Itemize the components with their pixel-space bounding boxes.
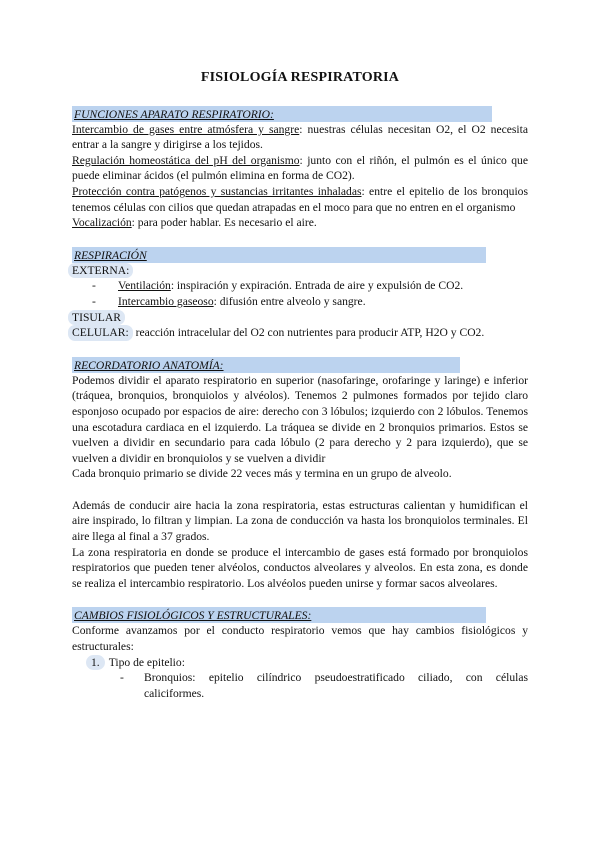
numbered-item [72, 655, 528, 671]
list-item [92, 294, 528, 310]
text: : inspiración y expiración. Entrada de aire y expulsión de CO2. [170, 279, 464, 293]
paragraph-regulacion [72, 153, 528, 184]
paragraph-cambios-intro: Conforme avanzamos por el conducto respiratorio vemos que hay cambios fisiológicos y estructurales: [72, 624, 528, 654]
section-heading-respiracion: RESPIRACIÓN [72, 247, 486, 263]
term: Protección contra patógenos y sustancias irritantes inhaladas [72, 184, 362, 198]
term: Ventilación [118, 279, 171, 293]
paragraph-anatomia-1b: Cada bronquio primario se divide 22 veces más y termina en un grupo de alveolo. [72, 467, 452, 481]
list-item [92, 278, 528, 294]
text: reacción intracelular del O2 con nutrientes para producir ATP, H2O y CO2. [132, 326, 485, 340]
paragraph-anatomia-3: La zona respiratoria en donde se produce el intercambio de gases está formado por bronquiolos respiratorios que pueden tener alvéolos, conductos alveolares y alveolos. En esta zona, es donde se realiza el intercambio respiratorio. Los alvéolos pueden unirse y formar sacos alveolares. [72, 545, 528, 590]
label-tisular [72, 310, 528, 326]
term: Regulación homeostática del pH del organismo [72, 153, 300, 167]
label-externa [72, 263, 528, 279]
paragraph-intercambio [72, 122, 528, 153]
paragraph-anatomia-1: Podemos dividir el aparato respiratorio en superior (nasofaringe, orofaringe y laringe) e inferior (tráquea, bronquios, bronquiolos y alvéolos). Tenemos 2 pulmones formados por tejido claro esponjoso ocupado por espacios de aire: derecho con 3 lóbulos; izquierdo con 2 lóbulos. Tenemos una escotadura cardiaca en el izquierdo. La tráquea se divide en 2 bronquios primarios. Estos se vuelven a dividir en secundario para cada lóbulo (2 para derecho y 2 para izquierdo), que se vuelven a dividir en bronquiolos y se vuelven a dividir [72, 373, 528, 465]
externa-list [72, 278, 528, 309]
externa-tag: EXTERNA: [68, 263, 133, 279]
item-text: Tipo de epitelio: [108, 655, 185, 669]
text: : difusión entre alveolo y sangre. [213, 294, 366, 308]
term: Vocalización [72, 216, 132, 230]
item-number: 1. [86, 655, 105, 671]
page-title: FISIOLOGÍA RESPIRATORIA [200, 70, 400, 85]
section-heading-cambios: CAMBIOS FISIOLÓGICOS Y ESTRUCTURALES: [72, 607, 486, 623]
celular-tag: CELULAR: [68, 325, 133, 341]
text: : junto con el riñón, el pulmón es el único que puede eliminar ácidos (el pulmón elimina en forma de CO2). [72, 153, 528, 183]
paragraph-celular [72, 325, 528, 341]
paragraph-proteccion [72, 184, 528, 215]
term: Intercambio de gases entre atmósfera y sangre [72, 122, 300, 136]
paragraph-vocalizacion [72, 215, 528, 231]
tisular-tag: TISULAR [68, 310, 125, 326]
document-page [72, 70, 528, 701]
text: : para poder hablar. Es necesario el aire. [131, 216, 317, 230]
paragraph-anatomia-2: Además de conducir aire hacia la zona respiratoria, estas estructuras calientan y humidifican el aire inspirado, lo filtran y limpian. La zona de conducción va hasta los bronquiolos terminales. El aire llega al final a 37 grados. [72, 498, 528, 544]
term: Intercambio gaseoso [118, 294, 214, 308]
section-heading-funciones: FUNCIONES APARATO RESPIRATORIO: [72, 106, 492, 122]
text: : entre el epitelio de los bronquios tenemos células con cilios que quedan atrapadas en el moco para que no entren en el organismo [72, 184, 528, 214]
sub-list [72, 670, 528, 701]
text: : nuestras células necesitan O2, el O2 necesita entrar a la sangre y dirigirse a los tejidos. [72, 122, 529, 152]
section-heading-anatomia: RECORDATORIO ANATOMÍA: [72, 357, 460, 373]
list-item: - Bronquios: epitelio cilíndrico pseudoestratificado ciliado, con células caliciformes. [120, 670, 528, 701]
